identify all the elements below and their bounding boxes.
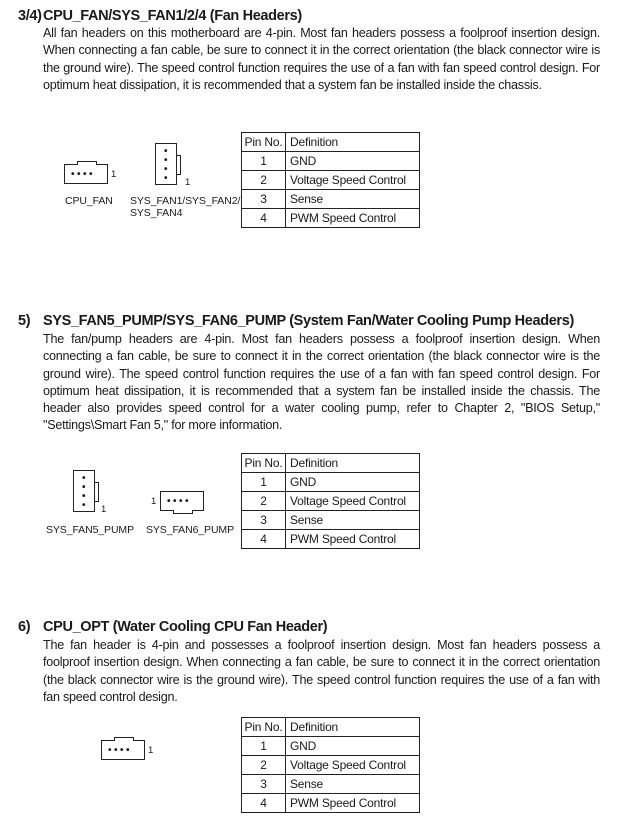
pin-definition: Voltage Speed Control	[286, 492, 420, 511]
section-body: The fan header is 4-pin and possesses a foolproof insertion design. Most fan headers possess a foolproof insertion design. When connecting a fan cable, be sure to connect it in the correct orientation (the black connector wire is the ground wire). The speed control function requires the use of a fan with fan speed control design.	[43, 638, 600, 704]
table-header-row	[242, 133, 420, 152]
table-header: Definition	[286, 718, 420, 737]
cpu-fan-header-diagram: ••••	[64, 164, 108, 184]
table-row	[242, 473, 420, 492]
pin-definition: GND	[286, 473, 420, 492]
table-header: Definition	[286, 454, 420, 473]
pin-number: 1	[242, 152, 286, 171]
pin-number: 2	[242, 756, 286, 775]
table-header: Pin No.	[242, 454, 286, 473]
pin-definition: PWM Speed Control	[286, 794, 420, 813]
section-body: The fan/pump headers are 4-pin. Most fan headers possess a foolproof insertion design. When connecting a fan cable, be sure to connect it in the correct orientation (the black connector wire is the ground wire). The speed control function requires the use of a fan with fan speed control design. For optimum heat dissipation, it is recommended that a system fan be installed inside the chassis. The header also provides speed control for a water cooling pump, refer to Chapter 2, "BIOS Setup," "Settings\Smart Fan 5," for more information.	[43, 332, 600, 433]
table-row	[242, 794, 420, 813]
section-number: 6)	[18, 619, 31, 635]
pin-definition-table	[241, 717, 420, 813]
section-number: 5)	[18, 313, 31, 329]
pin-number: 3	[242, 511, 286, 530]
pin1-marker: 1	[101, 504, 107, 515]
table-row	[242, 756, 420, 775]
header-label: SYS_FAN6_PUMP	[146, 524, 234, 536]
sys-fan5-pump-header-diagram: • • • •	[73, 470, 95, 512]
pin-number: 1	[242, 737, 286, 756]
header-label: SYS_FAN1/SYS_FAN2/	[130, 195, 241, 207]
section-title: CPU_FAN/SYS_FAN1/2/4 (Fan Headers)	[43, 8, 302, 24]
table-row	[242, 737, 420, 756]
table-row	[242, 492, 420, 511]
header-label: SYS_FAN5_PUMP	[46, 524, 134, 536]
pin-definition: Voltage Speed Control	[286, 171, 420, 190]
table-row	[242, 171, 420, 190]
pin1-marker: 1	[151, 496, 157, 507]
cpu-opt-header-diagram: ••••	[101, 740, 145, 760]
pin-definition: Sense	[286, 511, 420, 530]
pin1-marker: 1	[185, 177, 191, 188]
pin-definition-table	[241, 132, 420, 228]
table-row	[242, 511, 420, 530]
table-header: Definition	[286, 133, 420, 152]
pin-definition: GND	[286, 152, 420, 171]
pin1-marker: 1	[148, 745, 154, 756]
pin-definition: PWM Speed Control	[286, 530, 420, 549]
header-label: CPU_FAN	[65, 195, 113, 207]
pin-definition-table	[241, 453, 420, 549]
section-title: SYS_FAN5_PUMP/SYS_FAN6_PUMP (System Fan/Water Cooling Pump Headers)	[43, 313, 574, 329]
pin1-marker: 1	[111, 169, 117, 180]
table-row	[242, 775, 420, 794]
sys-fan6-pump-header-diagram: ••••	[160, 491, 204, 511]
section-body: All fan headers on this motherboard are 4-pin. Most fan headers possess a foolproof insertion design. When connecting a fan cable, be sure to connect it in the correct orientation (the black connector wire is the ground wire). The speed control function requires the use of a fan with fan speed control design. For optimum heat dissipation, it is recommended that a system fan be installed inside the chassis.	[43, 26, 600, 92]
section-number: 3/4)	[18, 8, 42, 24]
table-header-row	[242, 454, 420, 473]
pin-definition: Sense	[286, 190, 420, 209]
pin-definition: Voltage Speed Control	[286, 756, 420, 775]
pin-definition: GND	[286, 737, 420, 756]
pin-number: 3	[242, 775, 286, 794]
pin-number: 1	[242, 473, 286, 492]
table-row	[242, 152, 420, 171]
pin-definition: PWM Speed Control	[286, 209, 420, 228]
pin-number: 2	[242, 492, 286, 511]
table-header: Pin No.	[242, 718, 286, 737]
table-row	[242, 530, 420, 549]
pin-definition: Sense	[286, 775, 420, 794]
header-label: SYS_FAN4	[130, 207, 183, 219]
pin-number: 4	[242, 794, 286, 813]
sys-fan-header-diagram: • • • •	[155, 143, 177, 185]
table-row	[242, 190, 420, 209]
pin-number: 3	[242, 190, 286, 209]
table-row	[242, 209, 420, 228]
table-header-row	[242, 718, 420, 737]
pin-number: 4	[242, 209, 286, 228]
pin-number: 4	[242, 530, 286, 549]
section-title: CPU_OPT (Water Cooling CPU Fan Header)	[43, 619, 328, 635]
pin-number: 2	[242, 171, 286, 190]
table-header: Pin No.	[242, 133, 286, 152]
